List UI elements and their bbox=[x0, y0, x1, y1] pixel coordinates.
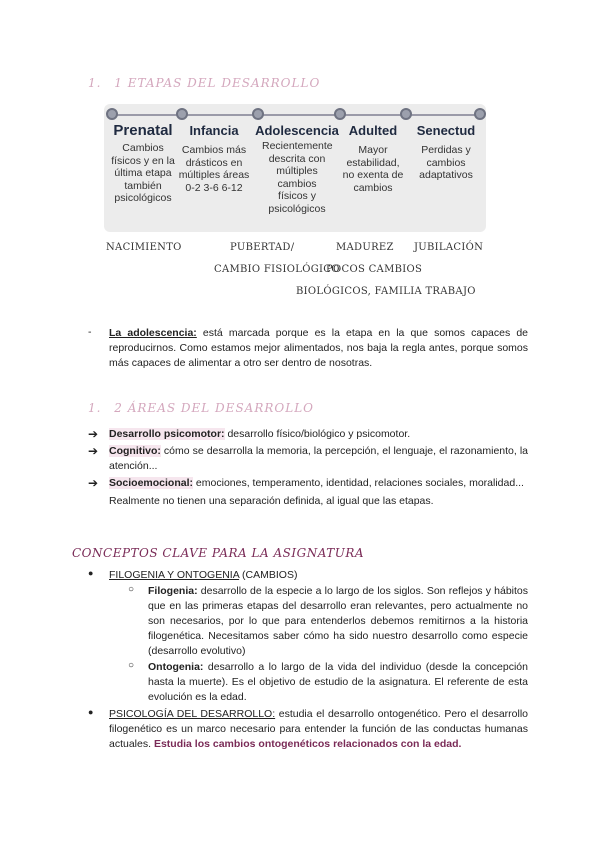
stage-title: Adulted bbox=[348, 123, 398, 138]
adolescencia-label: La adolescencia: bbox=[109, 327, 197, 339]
stage-title: Prenatal bbox=[113, 122, 173, 139]
stage-title: Senectud bbox=[416, 123, 476, 138]
concept-item bbox=[88, 568, 528, 583]
conceptos-list bbox=[88, 568, 528, 752]
concept-suffix: (CAMBIOS) bbox=[239, 569, 298, 581]
area-label: Desarrollo psicomotor: bbox=[109, 428, 225, 440]
stage-senectud bbox=[408, 122, 484, 182]
arrow-icon: ➔ bbox=[88, 444, 99, 458]
stage-title: Infancia bbox=[189, 123, 239, 138]
arrow-icon: ➔ bbox=[88, 476, 99, 490]
stage-infancia bbox=[178, 122, 250, 194]
note-cambio-fisiologico: CAMBIO FISIOLÓGICO bbox=[214, 264, 340, 275]
concept-label: PSICOLOGÍA DEL DESARROLLO: bbox=[109, 708, 276, 720]
subconcept-item bbox=[88, 660, 528, 705]
stages-timeline bbox=[104, 104, 486, 232]
stage-title: Adolescencia bbox=[255, 123, 339, 138]
area-item bbox=[88, 427, 528, 442]
timeline-line bbox=[110, 114, 480, 116]
filogenia-text: desarrollo de la especie a lo largo de los siglos. Son reflejos y hábitos que en las primeras etapas del desarrollo eran relevantes, pero actualmente no son necesarios, por lo que para entenderlos debemos remitirnos a la historia filogenética. Necesitamos saber cómo ha sido nuestro desarrollo como especie (desarrollo evolutivo) bbox=[148, 585, 528, 657]
section-2-heading bbox=[88, 401, 314, 415]
area-label: Socioemocional: bbox=[109, 477, 194, 489]
note-nacimiento: NACIMIENTO bbox=[106, 242, 182, 253]
circle-bullet-icon: ○ bbox=[128, 584, 135, 595]
bullet-icon: ● bbox=[88, 707, 94, 717]
arrow-icon: ➔ bbox=[88, 427, 99, 441]
ontogenia-label: Ontogenia: bbox=[148, 661, 204, 673]
bullet-icon: ● bbox=[88, 568, 94, 578]
timeline-dot bbox=[106, 108, 118, 120]
stage-prenatal bbox=[106, 122, 180, 205]
note-pubertad: PUBERTAD/ bbox=[230, 242, 295, 253]
timeline-dot bbox=[252, 108, 264, 120]
adolescencia-block bbox=[88, 326, 528, 371]
note-biologicos: BIOLÓGICOS, FAMILIA TRABAJO bbox=[296, 286, 476, 297]
timeline-dot bbox=[334, 108, 346, 120]
subconcept-item bbox=[88, 584, 528, 659]
concept-item bbox=[88, 707, 528, 752]
concept-emphasis: Estudia los cambios ontogenéticos relacionados con la edad. bbox=[153, 738, 462, 750]
dash-bullet: - bbox=[88, 326, 92, 338]
stage-adulted bbox=[340, 122, 406, 194]
conceptos-heading: CONCEPTOS CLAVE PARA LA ASIGNATURA bbox=[72, 546, 365, 560]
stage-desc: Mayor estabilidad, no exenta de cambios bbox=[342, 144, 404, 194]
circle-bullet-icon: ○ bbox=[128, 660, 135, 671]
area-text: emociones, temperamento, identidad, relaciones sociales, moralidad... bbox=[193, 477, 524, 489]
area-text: desarrollo físico/biológico y psicomotor. bbox=[224, 428, 411, 440]
stage-desc: Perdidas y cambios adaptativos bbox=[419, 144, 473, 181]
area-item bbox=[88, 444, 528, 474]
timeline-dot bbox=[176, 108, 188, 120]
area-text: cómo se desarrolla la memoria, la percepción, el lenguaje, el razonamiento, la atención... bbox=[109, 445, 528, 472]
area-label: Cognitivo: bbox=[109, 445, 161, 457]
adolescencia-text: está marcada porque es la etapa en la que somos capaces de reproducirnos. Como estamos mejor alimentados, nos baja la regla antes, porque somos más capaces de alimentar a otro ser dentro de nosotras. bbox=[109, 327, 528, 369]
note-jubilacion: JUBILACIÓN bbox=[414, 242, 484, 253]
timeline-dot bbox=[474, 108, 486, 120]
section-2-number: 1. bbox=[88, 401, 102, 415]
note-pocos-cambios: POCOS CAMBIOS bbox=[326, 264, 423, 275]
adolescencia-paragraph bbox=[109, 326, 528, 371]
stage-adolescencia bbox=[254, 122, 340, 215]
area-item bbox=[88, 476, 528, 509]
section-2-title: 2 ÁREAS DEL DESARROLLO bbox=[114, 401, 315, 415]
timeline-dot bbox=[400, 108, 412, 120]
filogenia-label: Filogenia: bbox=[148, 585, 198, 597]
stage-desc: Cambios más drásticos en múltiples áreas 0-2 3-6 6-12 bbox=[178, 144, 250, 194]
areas-list bbox=[88, 427, 528, 509]
concept-label: FILOGENIA Y ONTOGENIA bbox=[109, 569, 240, 581]
note-madurez: MADUREZ bbox=[336, 242, 394, 253]
concept-text: estudia el desarrollo ontogenético. Pero el desarrollo filogenético es un marco necesario para entender la función de las conductas humanas actuales. bbox=[109, 708, 528, 750]
section-1-title: 1 ETAPAS DEL DESARROLLO bbox=[114, 76, 321, 90]
section-1-heading bbox=[88, 76, 320, 90]
section-1-number: 1. bbox=[88, 76, 102, 90]
stage-desc: Cambios físicos y en la última etapa también psicológicos bbox=[111, 142, 175, 204]
stage-desc: Recientemente descrita con múltiples cambios físicos y psicológicos bbox=[262, 140, 333, 215]
ontogenia-text: desarrollo a lo largo de la vida del individuo (desde la concepción hasta la muerte). Es el objetivo de estudio de la asignatura. El referente de esta evolución es la edad. bbox=[148, 661, 528, 703]
areas-note: Realmente no tienen una separación definida, al igual que las etapas. bbox=[109, 495, 434, 507]
